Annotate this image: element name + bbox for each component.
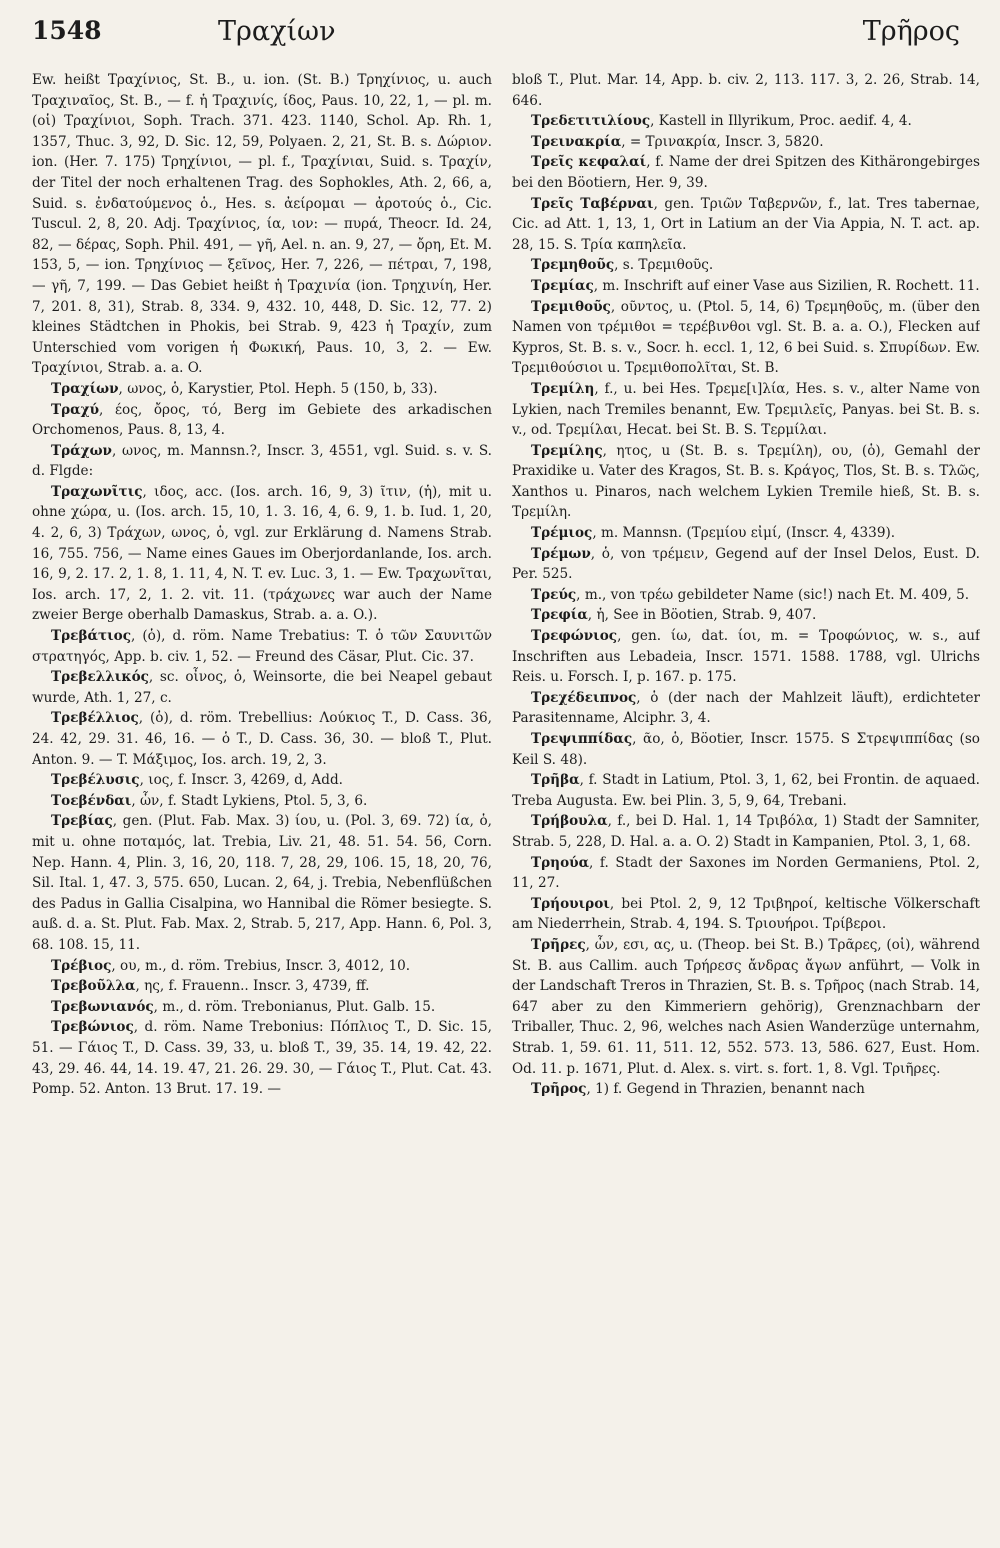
dictionary-entry — [512, 379, 980, 441]
entry-headword: Τρεδετιτιλίους — [531, 113, 651, 130]
entry-text: , m., von τρέω gebildeter Name (sic!) nach Et. M. 409, 5. — [576, 586, 970, 603]
entry-text: , f. Name der drei Spitzen des Kithärongebirges bei den Böotiern, Her. 9, 39. — [512, 154, 980, 191]
entry-text: , έος, ὄρος, τό, Berg im Gebiete des arkadischen Orchomenos, Paus. 8, 13, 4. — [32, 401, 492, 439]
dictionary-entry — [512, 255, 980, 276]
dictionary-entry — [512, 853, 980, 894]
entry-headword: Τρεφώνιος — [531, 628, 618, 645]
dictionary-entry — [512, 585, 980, 606]
entry-headword: Τρῆρος — [531, 1081, 587, 1098]
dictionary-entry — [512, 194, 980, 256]
entry-text: Ew. heißt Τραχίνιος, St. B., u. ion. (St. B.) Τρηχίνιος, u. auch Τραχιναῖος, St. B., — f. ἡ Τραχινίς, ίδος, Paus. 10, 22, 1, — pl. m. (οἱ) Τραχίνιοι, Soph. Trach. 371. 423. 1140, Schol. Ap. Rh. 1, 1357, Thuc. 3, 92, D. Sic. 12, 59, Polyaen. 2, 21, St. B. s. Δώριον. ion. (Her. 7. 175) Τρηχίνιοι, — pl. f., Τραχίνιαι, Suid. s. Τραχίν, der Titel der noch erhaltenen Trag. des Sophokles, Ath. 2, 66, a, Suid. s. ἐνδατούμενος ὁ., Hes. s. ἀείρομαι — ἀροτούς ὁ., Cic. Tuscul. 2, 8, 20. Adj. Τραχίνιος, ία, ιον: — πυρά, Theocr. Id. 24, 82, — δέρας, Soph. Phil. 491, — γῆ, Ael. n. an. 9, 27, — ὄρη, Et. M. 153, 5, — ion. Τρηχίνιος — ξεῖνος, Her. 7, 226, — πέτραι, 7, 198, — γῆ, 7, 199. — Das Gebiet heißt ἡ Τραχινία (ion. Τρηχινίη, Her. 7, 201. 8, 31), Strab. 8, 334. 9, 432. 10, 448, D. Sic. 12, 77. 2) kleines Städtchen in Phokis, bei Strab. 9, 423 ἡ Τραχίν, zum Unterschied vom vorigen ἡ Φωκική, Paus. 10, 3, 2. — Ew. Τραχίνιοι, Strab. a. a. O. — [32, 72, 492, 377]
entry-headword: Τρεψιππίδας — [531, 731, 633, 747]
entry-text: , gen. (Plut. Fab. Max. 3) ίου, u. (Pol. 3, 69. 72) ία, ὁ, mit u. ohne ποταμός, lat. Trebia, Liv. 21, 48. 51. 54. 56, Corn. Nep. Hann. 4, Plin. 3, 16, 20, 118. 7, 28, 29, 106. 15, 18, 20, 76, Sil. Ital. 1, 47. 3, 575. 650, Lucan. 2, 64, j. Trebia, Nebenflüßchen des Padus in Gallia Cisalpina, wo Hannibal die Römer besiegte. S. auß. d. a. St. Plut. Fab. Max. 2, Strab. 5, 217, App. Hann. 6, Pol. 3, 68. 108. 15, 11. — [32, 813, 492, 953]
dictionary-entry — [512, 1079, 980, 1100]
dictionary-entry — [512, 688, 980, 729]
dictionary-entry — [512, 297, 980, 379]
entry-headword: Τρέμων — [531, 545, 591, 562]
entry-text: , ωνος, m. Mannsn.?, Inscr. 3, 4551, vgl. Suid. s. v. S. d. Flgde: — [32, 442, 492, 480]
entry-headword: Τρεμηθοῦς — [531, 257, 615, 274]
entry-headword: Τρεμίλη — [531, 380, 595, 397]
entry-text: , ὧν, f. Stadt Lykiens, Ptol. 5, 3, 6. — [131, 792, 368, 809]
entry-headword: Τρεβοῦλλα — [51, 978, 136, 995]
entry-headword: Τρεμίλης — [531, 442, 603, 459]
dictionary-entry — [32, 379, 492, 400]
entry-text: , ιος, f. Inscr. 3, 4269, d, Add. — [139, 772, 343, 789]
entry-text: , ιδος, acc. (Ios. arch. 16, 9, 3) ῖτιν, (ἡ), mit u. ohne χώρα, u. (Ios. arch. 15, 10, 1. 3. 16, 4, 6. 9, 1. b. Iud. 1, 20, 4. 2, 6, 3) Τράχων, ωνος, ὁ, vgl. zur Erklärung d. Namens Strab. 16, 755. 756, — Name eines Gaues im Oberjordanlande, Ios. arch. 16, 9, 2. 17. 2, 1. 8, 1. 11, 4, N. T. ev. Luc. 3, 1. — Ew. Τραχωνῖται, Ios. arch. 17, 2, 1. 2. vit. 11. (τράχωνες war auch der Name zweier Berge oberhalb Damaskus, Strab. a. a. O.). — [32, 483, 492, 624]
entry-text: , 1) f. Gegend in Thrazien, benannt nach — [586, 1081, 865, 1098]
dictionary-entry — [32, 1017, 492, 1099]
entry-headword: Τρεινακρία — [531, 133, 622, 150]
right-column — [512, 70, 980, 1540]
dictionary-entry — [32, 956, 492, 977]
entry-text: , f. Stadt der Saxones im Norden Germaniens, Ptol. 2, 11, 27. — [512, 854, 980, 892]
entry-headword: Τρεμιθοῦς — [531, 298, 611, 315]
entry-headword: Τρηούα — [531, 854, 590, 871]
dictionary-entry — [512, 894, 980, 935]
dictionary-entry — [512, 626, 980, 688]
entry-headword: Τρεῖς Ταβέρναι — [531, 195, 654, 212]
entry-text: bloß T., Plut. Mar. 14, App. b. civ. 2, 113. 117. 3, 2. 26, Strab. 14, 646. — [512, 72, 980, 109]
dictionary-entry — [512, 811, 980, 852]
dictionary-entry — [512, 935, 980, 1079]
entry-headword: Τρεβέλλιος — [51, 710, 139, 727]
entry-headword: Τραχύ — [51, 401, 100, 418]
dictionary-entry — [32, 441, 492, 482]
entry-text: , bei Ptol. 2, 9, 12 Τριβηροί, keltische Völkerschaft am Niederrhein, Strab. 4, 194. S. Τριουήροι. Τρίβεροι. — [512, 895, 980, 933]
dictionary-entry — [512, 152, 980, 193]
dictionary-entry — [32, 770, 492, 791]
entry-text: , d. röm. Name Trebonius: Πόπλιος T., D. Sic. 15, 51. — Γάιος T., D. Cass. 39, 33, u. bloß T., 39, 35. 14, 19. 42, 22. 43, 29. 46. 44, 14. 19. 47, 21. 26. 29. 30, — Γάιος T., Plut. Cat. 43. Pomp. 52. Anton. 13 Brut. 17. 19. — — [32, 1019, 492, 1098]
entry-text: , m. Mannsn. (Τρεμίου εἰμί, (Inscr. 4, 4339). — [592, 525, 896, 542]
dictionary-entry — [32, 70, 492, 379]
dictionary-entry — [32, 667, 492, 708]
entry-text: , ὧν, εσι, ας, u. (Theop. bei St. B.) Τρᾶρες, (οἱ), während St. B. aus Callim. auch Τρήρεσς ἄνδρας ἄγων anführt, — Volk in der Landschaft Treros in Thrazien, St. B. s. Τρῆρος (nach Strab. 14, 647 aber zu den Kimmeriern gehörig), Grenznachbarn der Triballer, Thuc. 2, 96, welches nach Asien Wanderzüge unternahm, Strab. 1, 59. 61. 11, 511. 12, 552. 573. 13, 586. 627, Eust. Hom. Od. 11. p. 1671, Plut. d. Alex. s. virt. s. fort. 1, 8. Vgl. Τριῆρες. — [512, 936, 980, 1077]
entry-text: , ὁ (der nach der Mahlzeit läuft), erdichteter Parasitenname, Alciphr. 3, 4. — [512, 689, 980, 727]
dictionary-entry — [32, 400, 492, 441]
dictionary-entry — [512, 770, 980, 811]
page-number: 1548 — [32, 16, 102, 45]
entry-headword: Τρῆβα — [531, 772, 580, 789]
entry-text: , m. Inschrift auf einer Vase aus Sizilien, R. Rochett. 11. — [593, 277, 980, 294]
left-running-headword: Τραχίων — [218, 16, 336, 47]
entry-headword: Τρεύς — [531, 586, 577, 603]
entry-headword: Τρέμιος — [531, 525, 593, 542]
dictionary-entry — [32, 708, 492, 770]
dictionary-entry — [512, 605, 980, 626]
dictionary-entry — [32, 811, 492, 955]
entry-headword: Τρεμίας — [531, 277, 594, 294]
entry-text: , ὁ, von τρέμειν, Gegend auf der Insel Delos, Eust. D. Per. 525. — [512, 545, 980, 583]
dictionary-entry — [512, 544, 980, 585]
entry-text: , (ὁ), d. röm. Trebellius: Λούκιος T., D. Cass. 36, 24. 42, 29. 31. 46, 16. — ὁ T., D. Cass. 36, 30. — bloß T., Plut. Anton. 9. — T. Μάξιμος, Ios. arch. 19, 2, 3. — [32, 710, 492, 768]
dictionary-entry — [32, 791, 492, 812]
entry-text: , οῦντος, u. (Ptol. 5, 14, 6) Τρεμηθοῦς, m. (über den Namen von τρέμιθοι = τερέβινθοι vgl. St. B. a. a. O.), Flecken auf Kypros, St. B. s. v., Socr. h. eccl. 1, 12, 6 bei Suid. s. Σπυρίδων. Ew. Τρεμιθούσιοι u. Τρεμιθοπολῖται, St. B. — [512, 298, 980, 377]
entry-text: , f., u. bei Hes. Τρεμε[ι]λία, Hes. s. v., alter Name von Lykien, nach Tremiles benannt, Ew. Τρεμιλεῖς, Panyas. bei St. B. s. v., od. Τρεμίλαι, Hecat. bei St. B. S. Τερμίλαι. — [512, 380, 980, 439]
entry-text: , ου, m., d. röm. Trebius, Inscr. 3, 4012, 10. — [111, 957, 411, 974]
dictionary-entry — [512, 132, 980, 153]
entry-headword: Τρεβελλικός — [51, 669, 149, 686]
entry-text: , (ὁ), d. röm. Name Trebatius: T. ὁ τῶν Σαυνιτῶν στρατηγός, App. b. civ. 1, 52. — Freund des Cäsar, Plut. Cic. 37. — [32, 628, 492, 665]
entry-text: , = Τρινακρία, Inscr. 3, 5820. — [621, 133, 824, 150]
entry-text: , gen. ίω, dat. ίοι, m. = Τροφώνιος, w. s., auf Inschriften aus Lebadeia, Inscr. 1571. 1588. 1788, vgl. Ulrichs Reis. u. Forsch. I, p. 167. p. 175. — [512, 628, 980, 686]
entry-headword: Τραχωνῖτις — [51, 483, 143, 500]
entry-text: , gen. Τριῶν Ταβερνῶν, f., lat. Tres tabernae, Cic. ad Att. 1, 13, 1, Ort in Latium an der Via Appia, N. T. act. ap. 28, 15. S. Τρία καπηλεῖα. — [512, 195, 980, 253]
entry-headword: Τρεβώνιος — [51, 1019, 134, 1036]
entry-headword: Τρεβάτιος — [51, 628, 132, 645]
dictionary-entry — [32, 997, 492, 1018]
running-head — [32, 16, 970, 56]
entry-headword: Τρεχέδειπνος — [531, 689, 637, 706]
entry-headword: Τρέβιος — [51, 957, 112, 974]
entry-headword: Τοεβένδαι — [51, 792, 132, 809]
entry-text: , ωνος, ὁ, Karystier, Ptol. Heph. 5 (150, b, 33). — [118, 380, 438, 397]
entry-headword: Τρεβέλυσις — [51, 772, 140, 789]
entry-text: , ᾶο, ὁ, Böotier, Inscr. 1575. S Στρεψιππίδας (so Keil S. 48). — [512, 731, 980, 768]
entry-headword: Τρεφία — [531, 607, 588, 624]
dictionary-entry — [512, 111, 980, 132]
dictionary-entry — [32, 626, 492, 667]
dictionary-entry — [32, 482, 492, 626]
entry-headword: Τράχων — [51, 442, 112, 459]
entry-text: , f. Stadt in Latium, Ptol. 3, 1, 62, bei Frontin. de aquaed. Treba Augusta. Ew. bei Plin. 3, 5, 9, 64, Trebani. — [512, 772, 980, 809]
entry-text: , Kastell in Illyrikum, Proc. aedif. 4, 4. — [650, 113, 912, 130]
left-column — [32, 70, 492, 1540]
entry-headword: Τρήβουλα — [531, 813, 608, 830]
dictionary-entry — [512, 276, 980, 297]
entry-text: , ἡ, See in Böotien, Strab. 9, 407. — [587, 607, 817, 624]
entry-headword: Τρεῖς κεφαλαί — [531, 154, 647, 171]
entry-headword: Τρήουιροι — [531, 895, 610, 912]
dictionary-entry — [512, 70, 980, 111]
entry-headword: Τρεβίας — [51, 813, 113, 830]
dictionary-entry — [32, 976, 492, 997]
entry-text: , sc. οἶνος, ὁ, Weinsorte, die bei Neapel gebaut wurde, Ath. 1, 27, c. — [32, 669, 492, 706]
dictionary-entry — [512, 523, 980, 544]
entry-text: , ης, f. Frauenn.. Inscr. 3, 4739, ff. — [135, 978, 370, 995]
entry-text: , ητος, u (St. B. s. Τρεμίλη), ου, (ὁ), Gemahl der Praxidike u. Vater des Kragos, St. B. s. Κράγος, Tlos, St. B. s. Τλῶς, Xanthos u. Pinaros, nach welchem Lykien Tremile hieß, St. B. s. Τρεμίλη. — [512, 442, 980, 521]
entry-text: , f., bei D. Hal. 1, 14 Τριβόλα, 1) Stadt der Samniter, Strab. 5, 228, D. Hal. a. a. O. 2) Stadt in Kampanien, Ptol. 3, 1, 68. — [512, 813, 980, 850]
entry-text: , s. Τρεμιθοῦς. — [614, 257, 714, 274]
entry-headword: Τραχίων — [51, 380, 119, 397]
dictionary-entry — [512, 441, 980, 523]
entry-headword: Τρῆρες — [531, 936, 586, 953]
dictionary-entry — [512, 729, 980, 770]
entry-headword: Τρεβωνιανός — [51, 998, 154, 1015]
entry-text: , m., d. röm. Trebonianus, Plut. Galb. 15. — [153, 998, 436, 1015]
right-running-headword: Τρῆρος — [862, 16, 960, 47]
